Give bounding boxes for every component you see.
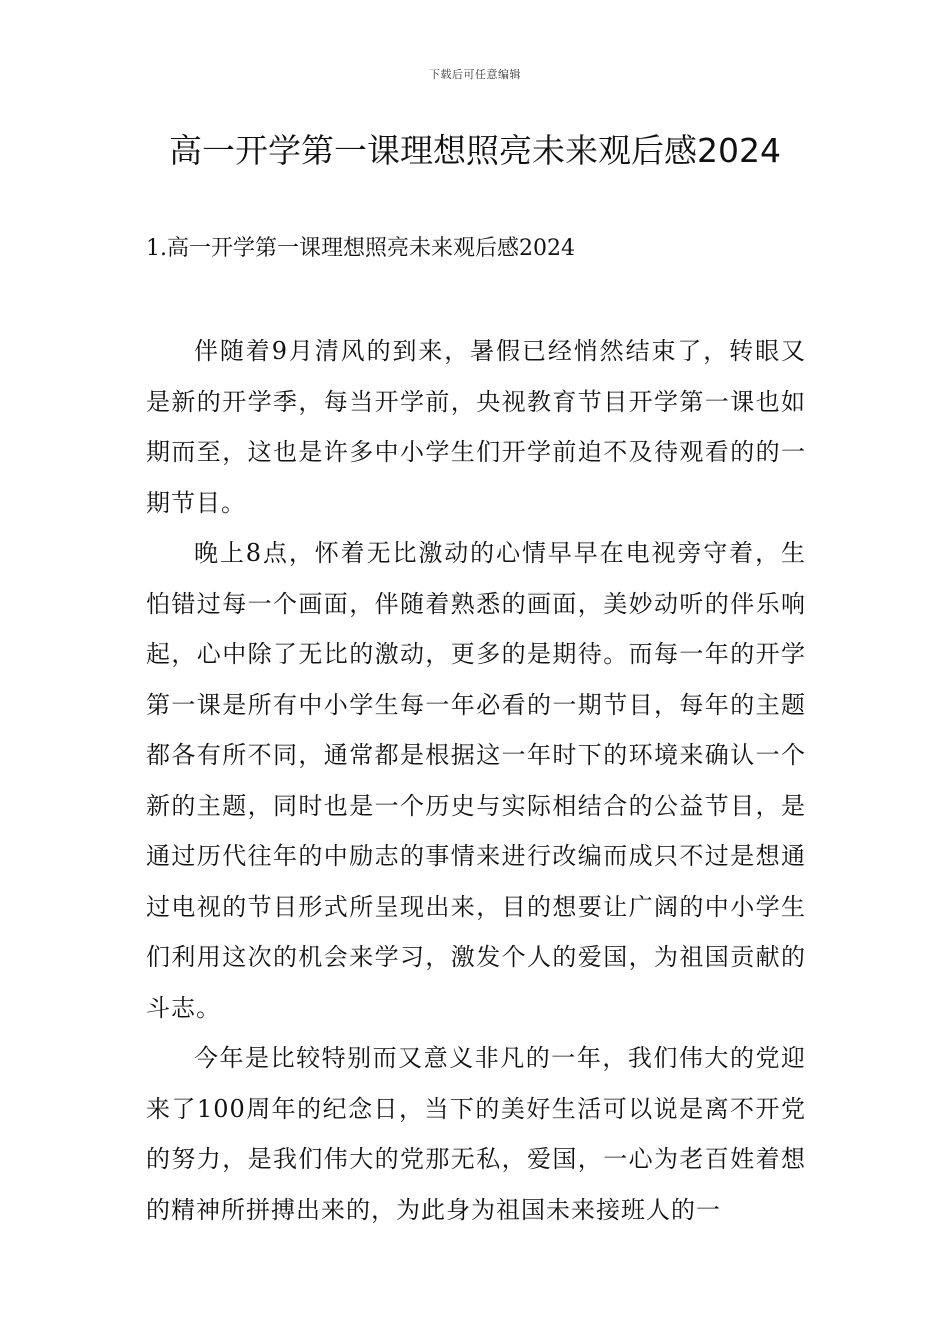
document-body: [146, 326, 806, 1235]
paragraph: 晚上8点，怀着无比激动的心情早早在电视旁守着，生怕错过每一个画面，伴随着熟悉的画面，美妙动听的伴乐响起，心中除了无比的激动，更多的是期待。而每一年的开学第一课是所有中小学生每一年必看的一期节目，每年的主题都各有所不同，通常都是根据这一年时下的环境来确认一个新的主题，同时也是一个历史与实际相结合的公益节目，是通过历代往年的中励志的事情来进行改编而成只不过是想通过电视的节目形式所呈现出来，目的想要让广阔的中小学生们利用这次的机会来学习，激发个人的爱国，为祖国贡献的斗志。: [146, 539, 806, 1022]
header-note: 下载后可任意编辑: [429, 68, 521, 81]
paragraph: 今年是比较特别而又意义非凡的一年，我们伟大的党迎来了100周年的纪念日，当下的美好生活可以说是离不开党的努力，是我们伟大的党那无私，爱国，一心为老百姓着想的精神所拼搏出来的，为此身为祖国未来接班人的一: [146, 1044, 806, 1224]
document-title: 高一开学第一课理想照亮未来观后感2024: [169, 131, 781, 170]
section-heading: 1.高一开学第一课理想照亮未来观后感2024: [146, 236, 575, 261]
paragraph: 伴随着9月清风的到来，暑假已经悄然结束了，转眼又是新的开学季，每当开学前，央视教育节目开学第一课也如期而至，这也是许多中小学生们开学前迫不及待观看的的一期节目。: [146, 337, 806, 517]
